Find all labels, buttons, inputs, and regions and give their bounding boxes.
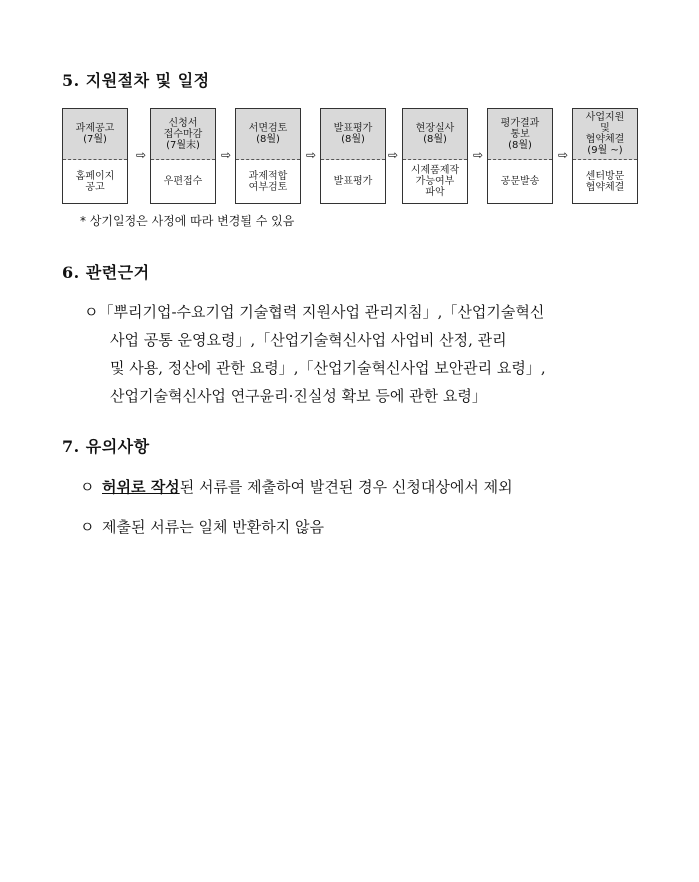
legal-basis-line-3: 및 사용, 정산에 관한 요령」,「산업기술혁신사업 보안관리 요령」, [110,359,546,377]
legal-basis-line-4: 산업기술혁신사업 연구윤리·진실성 확보 등에 관한 요령」 [110,387,487,405]
step-3-title: 서면검토 (8월) [248,123,288,145]
arrow-right-icon: ⇨ [387,148,399,162]
caution-item-1 [80,476,513,497]
step-2-detail: 우편접수 [163,176,203,187]
step-4-detail: 발표평가 [333,176,373,187]
step-4-title: 발표평가 (8월) [333,123,373,145]
step-box-2 [150,108,216,204]
step-7-detail: 센터방문 협약체결 [585,170,625,193]
step-3-detail: 과제적합 여부검토 [248,170,288,193]
caution-emphasis: 허위로 작성 [102,478,180,496]
legal-basis-paragraph [84,298,642,410]
section-7-heading: 7. 유의사항 [62,437,150,456]
step-7-title: 사업지원 및 협약체결 (9월 ~) [585,112,625,156]
section-6-heading: 6. 관련근거 [62,263,150,282]
step-box-6 [487,108,553,204]
caution-item-2 [80,516,324,537]
caution-item-2-text: 제출된 서류는 일체 반환하지 않음 [102,518,324,536]
step-box-1 [62,108,128,204]
step-box-3 [235,108,301,204]
arrow-right-icon: ⇨ [557,148,569,162]
step-6-detail: 공문발송 [500,176,540,187]
step-2-title: 신청서 접수마감 (7월末) [163,117,203,151]
schedule-note: * 상기일정은 사정에 따라 변경될 수 있음 [80,214,295,228]
caution-item-1-text: 된 서류를 제출하여 발견된 경우 신청대상에서 제외 [179,478,513,496]
step-6-title: 평가결과 통보 (8월) [500,117,540,151]
legal-basis-line-1: ㅇ「뿌리기업-수요기업 기술협력 지원사업 관리지침」,「산업기술혁신 [84,303,545,321]
bullet-circle-icon: ㅇ [80,478,95,496]
step-box-5 [402,108,468,204]
arrow-right-icon: ⇨ [305,148,317,162]
step-box-4 [320,108,386,204]
step-5-title: 현장실사 (8월) [415,123,455,145]
section-5-heading: 5. 지원절차 및 일정 [62,71,210,90]
procedure-flowchart [62,108,640,206]
step-5-detail: 시제품제작 가능여부 파악 [410,165,460,198]
step-1-title: 과제공고 (7월) [75,123,115,145]
arrow-right-icon: ⇨ [220,148,232,162]
arrow-right-icon: ⇨ [135,148,147,162]
legal-basis-line-2: 사업 공통 운영요령」,「산업기술혁신사업 사업비 산정, 관리 [110,331,507,349]
step-box-7 [572,108,638,204]
bullet-circle-icon: ㅇ [80,518,95,536]
step-1-detail: 홈페이지 공고 [75,170,115,193]
arrow-right-icon: ⇨ [472,148,484,162]
